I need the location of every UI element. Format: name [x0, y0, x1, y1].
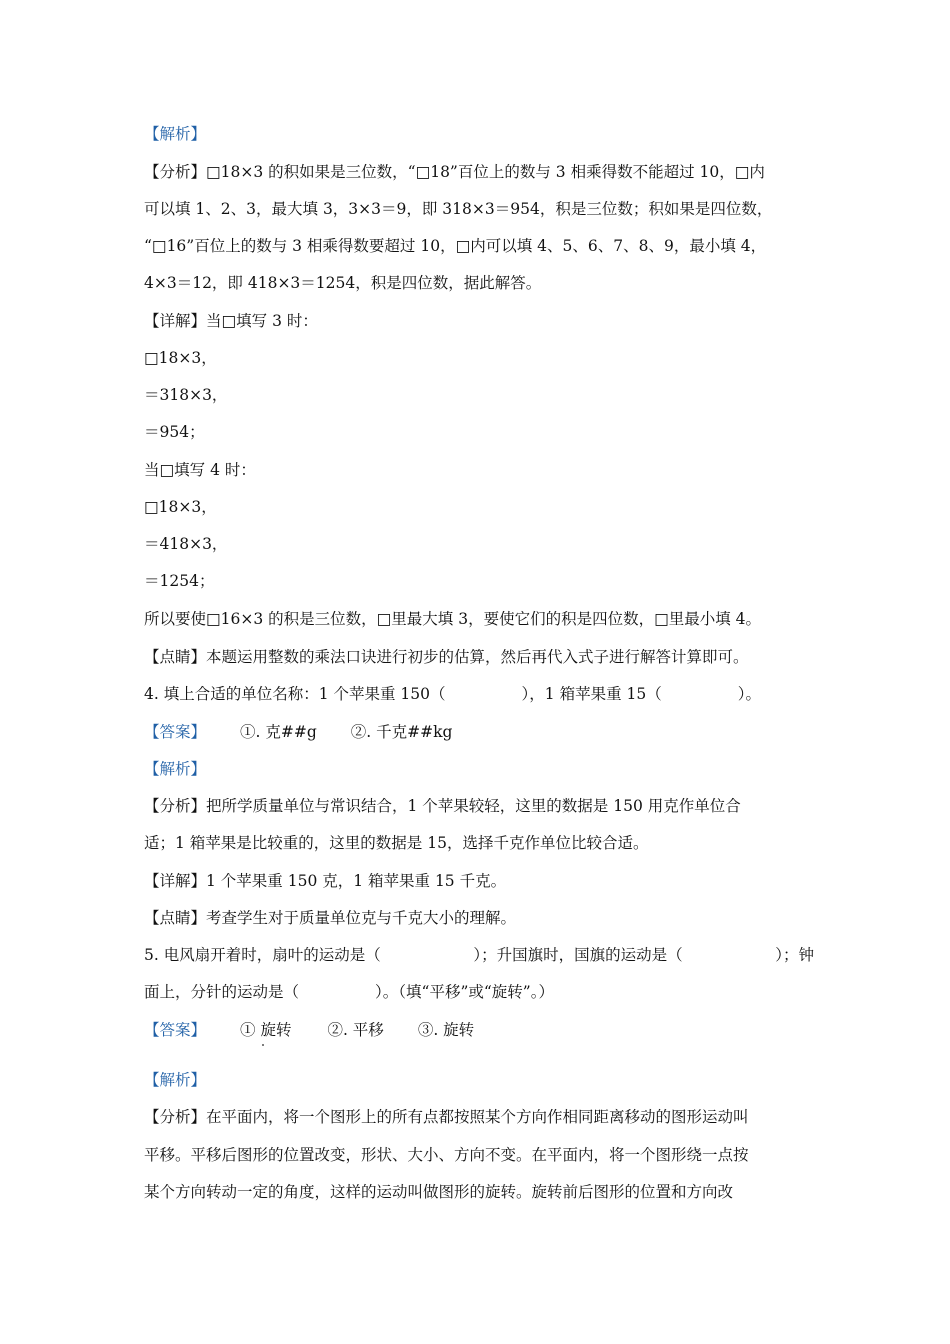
q5-answer-1: ① 旋转 [240, 1021, 292, 1039]
q4-comment: 【点睛】考查学生对于质量单位克与千克大小的理解。 [144, 909, 517, 927]
q3-detail-line: 当□填写 4 时： [144, 461, 256, 479]
answer-blank [694, 943, 764, 967]
q3-comment: 【点睛】本题运用整数的乘法口诀进行初步的估算，然后再代入式子进行解答计算即可。 [144, 648, 749, 666]
q3-detail-line: □18×3， [144, 498, 217, 516]
q3-detail-line: 所以要使□16×3 的积是三位数，□里最大填 3，要使它们的积是四位数，□里最小填 4。 [144, 610, 762, 628]
answer-label: 【答案】 [144, 1021, 207, 1039]
q3-detail-line: ＝318×3， [144, 386, 228, 404]
q3-analysis-line: 【分析】□18×3 的积如果是三位数，“□18”百位上的数与 3 相乘得数不能超过 10，□内 [144, 163, 765, 181]
q4-stem-part: ）。 [737, 685, 761, 703]
answer-blank [392, 943, 462, 967]
q5-analysis-line: 【分析】在平面内，将一个图形上的所有点都按照某个方向作相同距离移动的图形运动叫 [144, 1108, 749, 1126]
q4-answer-row [144, 720, 814, 744]
q5-stem-part: ）。（填“平移”或“旋转”。） [375, 983, 554, 1001]
q4-answer-2: ②. 千克##kg [350, 723, 453, 741]
q5-answer-3: ③. 旋转 [417, 1021, 475, 1039]
q5-stem-part: ）；钟 [775, 946, 814, 964]
q5-analysis-line: 某个方向转动一定的角度，这样的运动叫做图形的旋转。旋转前后图形的位置和方向改 [144, 1183, 734, 1201]
q3-detail-line: ＝1254； [144, 572, 215, 590]
q3-analysis-line: 4×3＝12，即 418×3＝1254，积是四位数，据此解答。 [144, 274, 542, 292]
q3-detail-line: □18×3， [144, 349, 217, 367]
q5-jiexi-label: 【解析】 [144, 1071, 207, 1089]
q4-jiexi-label: 【解析】 [144, 760, 207, 778]
q5-analysis-line: 平移。平移后图形的位置改变，形状、大小、方向不变。在平面内，将一个图形绕一点按 [144, 1146, 749, 1164]
q5-stem-part: 5. 电风扇开着时，扇叶的运动是（ [144, 946, 381, 964]
q3-detail-line: 【详解】当□填写 3 时： [144, 312, 318, 330]
jiexi-label: 【解析】 [144, 125, 207, 143]
q4-stem-part: ），1 箱苹果重 15（ [521, 685, 662, 703]
answer-label: 【答案】 [144, 723, 207, 741]
q5-answer-row [144, 1018, 814, 1042]
q5-stem-part: ）；升国旗时，国旗的运动是（ [473, 946, 683, 964]
q3-detail-line: ＝418×3， [144, 535, 228, 553]
q5-stem-line [144, 980, 814, 1004]
q4-analysis-line: 适；1 箱苹果是比较重的，这里的数据是 15，选择千克作单位比较合适。 [144, 834, 649, 852]
q4-stem-part: 4. 填上合适的单位名称：1 个苹果重 150（ [144, 685, 446, 703]
q3-analysis-line: “□16”百位上的数与 3 相乘得数要超过 10，□内可以填 4、5、6、7、8、9，最小填 4， [144, 237, 767, 255]
q4-detail: 【详解】1 个苹果重 150 克，1 箱苹果重 15 千克。 [144, 872, 507, 890]
q4-answer-1: ①. 克##g [240, 723, 317, 741]
q3-analysis-line: 可以填 1、2、3，最大填 3，3×3＝9，即 318×3＝954，积是三位数；积如果是四位数， [144, 200, 773, 218]
q5-stem-part: 面上，分针的运动是（ [144, 983, 300, 1001]
q4-analysis-line: 【分析】把所学质量单位与常识结合，1 个苹果较轻，这里的数据是 150 用克作单位合 [144, 797, 741, 815]
q3-detail-line: ＝954； [144, 423, 205, 441]
stray-dot [262, 1044, 264, 1046]
q4-stem [144, 682, 814, 706]
q5-answer-2: ②. 平移 [327, 1021, 384, 1039]
q5-stem-line [144, 943, 814, 967]
